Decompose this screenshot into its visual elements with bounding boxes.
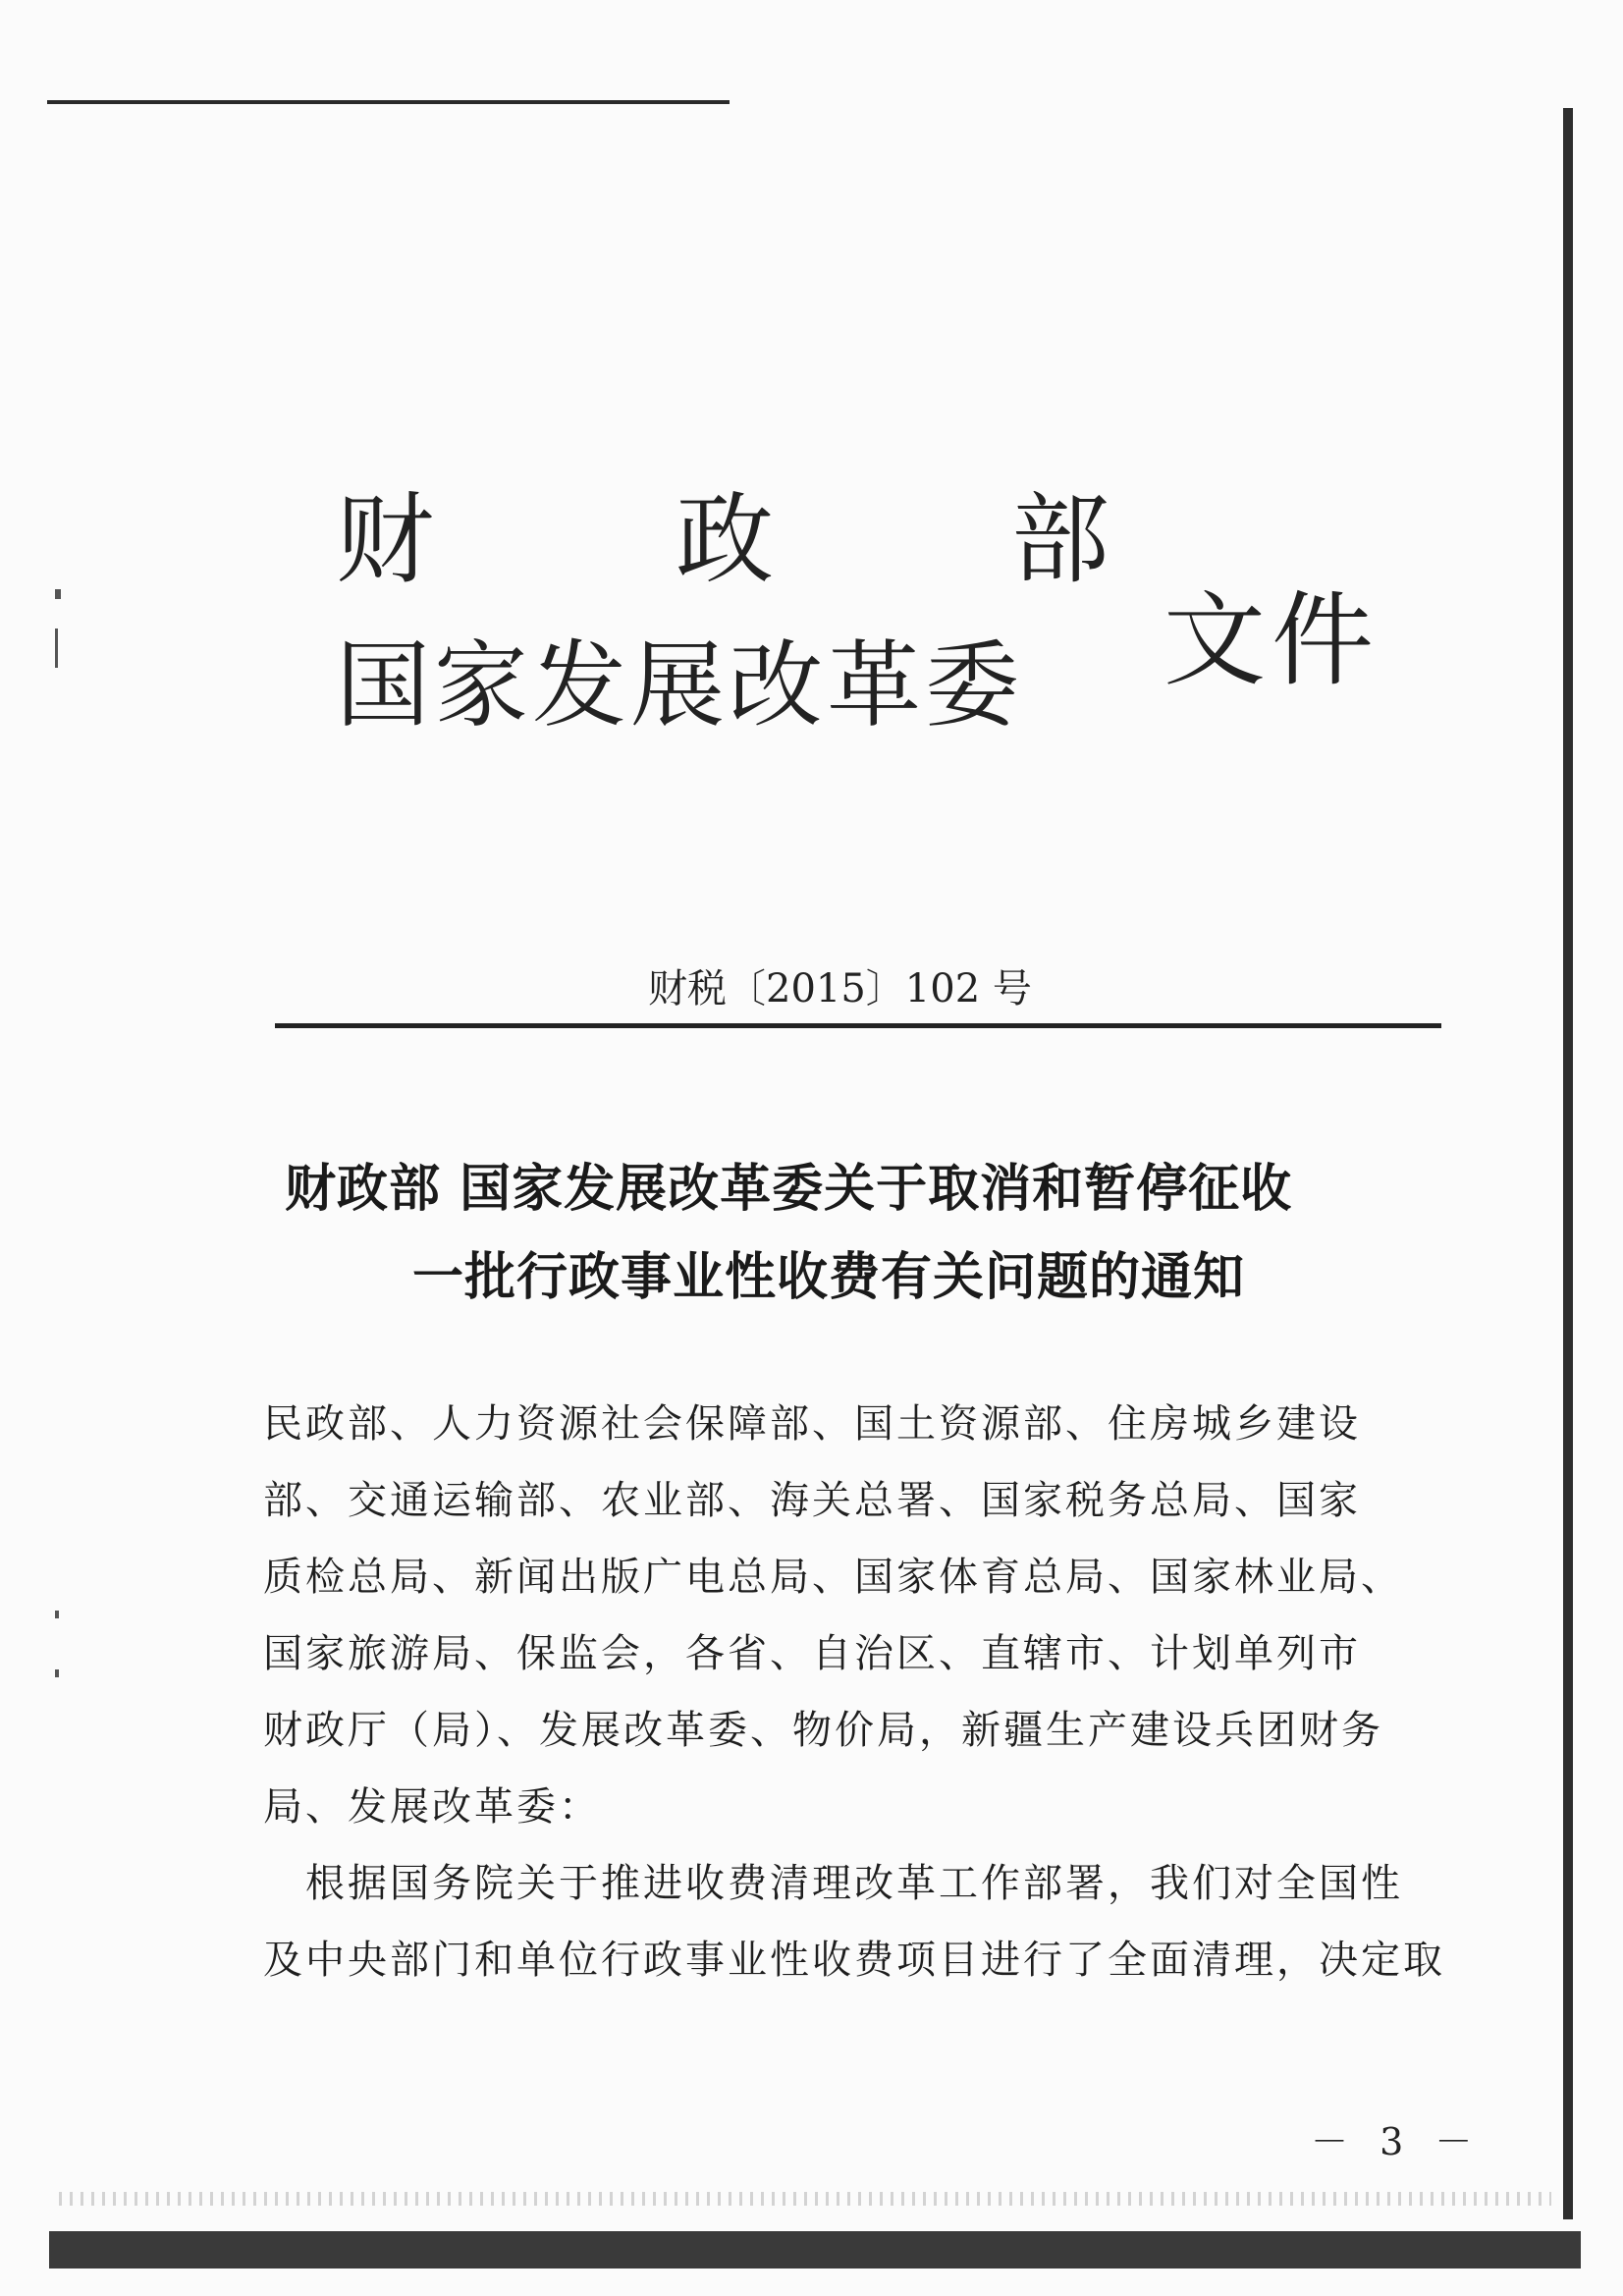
notice-title-line: 财政部 国家发展改革委关于取消和暂停征收 — [285, 1159, 1293, 1219]
body-text-line: 局、发展改革委： — [263, 1784, 601, 1830]
header-char: 部 — [1011, 482, 1109, 597]
header-divider — [275, 1023, 1441, 1028]
body-text-line: 根据国务院关于推进收费清理改革工作部署，我们对全国性 — [263, 1861, 1403, 1906]
notice-title-line: 一批行政事业性收费有关问题的通知 — [412, 1247, 1246, 1307]
margin-mark — [55, 1611, 59, 1618]
body-text-line: 质检总局、新闻出版广电总局、国家体育总局、国家林业局、 — [263, 1555, 1403, 1600]
top-scan-rule — [47, 100, 730, 104]
margin-mark — [55, 1669, 59, 1677]
header-char: 政 — [676, 482, 774, 597]
margin-mark — [55, 589, 61, 599]
body-text-line: 财政厅（局）、发展改革委、物价局，新疆生产建设兵团财务 — [263, 1708, 1383, 1753]
body-text-line: 部、交通运输部、农业部、海关总署、国家税务总局、国家 — [263, 1478, 1361, 1523]
header-suffix: 文件 — [1163, 580, 1380, 700]
body-text-line: 民政部、人力资源社会保障部、国土资源部、住房城乡建设 — [263, 1401, 1361, 1447]
header-org-line: 国家发展改革委 — [336, 630, 1023, 740]
bottom-scan-speckle — [59, 2192, 1551, 2206]
margin-mark — [55, 629, 58, 668]
document-number: 财税〔2015〕102 号 — [648, 966, 1032, 1011]
right-scan-edge — [1563, 108, 1573, 2219]
header-char: 财 — [336, 482, 434, 597]
page-number: － 3 － — [1311, 2120, 1483, 2163]
body-text-line: 及中央部门和单位行政事业性收费项目进行了全面清理，决定取 — [263, 1938, 1445, 1983]
bottom-scan-band — [49, 2231, 1581, 2269]
body-text-line: 国家旅游局、保监会，各省、自治区、直辖市、计划单列市 — [263, 1631, 1361, 1676]
